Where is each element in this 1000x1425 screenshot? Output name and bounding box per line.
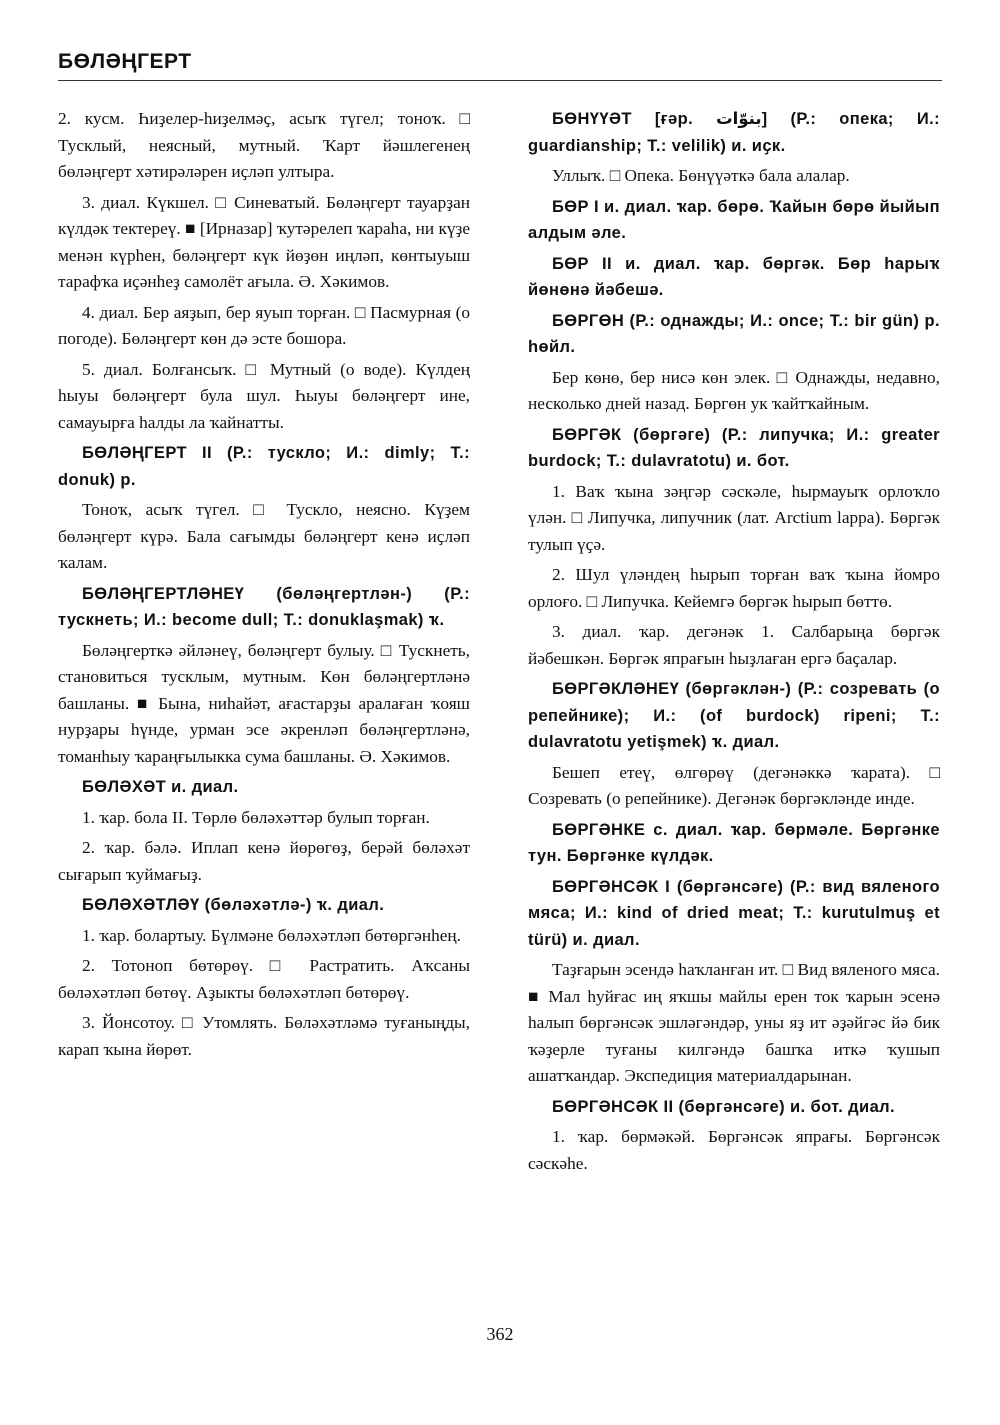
- entry-headword: БӨРГӨН (Р.: однажды; И.: once; Т.: bir gün) р. һөйл.: [528, 311, 940, 356]
- entry-headword: БӨЛӘХӘТЛӘҮ (бөләхәтлә-) ҡ. диал.: [82, 896, 385, 914]
- entry-sense: 1. ҡар. бөрмәкәй. Бөргәнсәк япрағы. Бөргәнсәк сәскәһе.: [528, 1127, 940, 1173]
- entry-sense: Бешеп етеү, өлгөрөү (дегәнәккә ҡарата). □ Созревать (о репейнике). Дегәнәк бөргәкләнде инде.: [528, 762, 940, 808]
- entry-sense: 1. Ваҡ ҡына зәңгәр сәскәле, һырмауыҡ орлоҡло үлән. □ Липучка, липучник (лат. Arctium lappa). Бөргәк тулып үҫә.: [528, 481, 940, 554]
- entry-sense: 2. Тотоноп бөтөрөү. □ Растратить. Аҡсаны бөләхәтләп бөтөү. Аҙыкты бөләхәтләп бөтөрөү.: [58, 956, 470, 1002]
- entry-headword: БӨРГӘНСӘК I (бөргәнсәге) (Р.: вид вяленого мяса; И.: kind of dried meat; Т.: kurutulmuş et türü) и. диал.: [528, 877, 940, 949]
- entry-sense: 3. диал. ҡар. дегәнәк 1. Салбарыңа бөргәк йәбешкән. Бөргәк япрағын һыҙлаған ергә баҫалар.: [528, 622, 940, 668]
- entry-headword: БӨНҮҮӘТ [ғәр. بنوّات] (Р.: опека; И.: guardianship; Т.: velilik) и. иҫк.: [528, 110, 940, 155]
- right-column: [528, 106, 940, 1181]
- entry-headword: БӨР II и. диал. ҡар. бөргәк. Бөр һарыҡ йөнөнә йәбешә.: [528, 254, 940, 299]
- entry-sense: 4. диал. Бер аяҙып, бер яуып торған. □ Пасмурная (о погоде). Бөләңгерт көн дә эсте бошора.: [58, 302, 470, 348]
- entry-sense: 3. диал. Күкшел. □ Синеватый. Бөләңгерт тауарҙан күлдәк тектереү. ■ [Ирназар] ҡутәрелеп ҡараһа, ни күҙе менән күрһен, бөләңгерт күк йөҙөн иңләп, көнтыуыш тарафҡа иҫәнһеҙ самолёт ағыла. Ә. Хәкимов.: [58, 192, 470, 291]
- running-head: БӨЛӘҢГЕРТ: [58, 50, 192, 73]
- entry-sense: 2. ҡар. бәлә. Иплап кенә йөрөгөҙ, берәй бөләхәт сығарып ҡуймағыҙ.: [58, 838, 470, 884]
- entry-headword: БӨЛӘҢГЕРТЛӘНЕҮ (бөләңгертлән-) (Р.: тускнеть; И.: become dull; Т.: donuklaşmak) ҡ.: [58, 584, 470, 629]
- entry-headword: БӨЛӘХӘТ и. диал.: [82, 778, 239, 796]
- left-column: [58, 106, 470, 1067]
- entry-sense: 3. Йонсотоу. □ Утомлять. Бөләхәтләмә туғаныңды, карап ҡына йөрөт.: [58, 1013, 470, 1059]
- entry-headword: БӨРГӘНКЕ с. диал. ҡар. бөрмәле. Бөргәнке тун. Бөргәнке күлдәк.: [528, 820, 940, 865]
- entry-sense: 5. диал. Болғансыҡ. □ Мутный (о воде). Күлдең һыуы бөләңгерт була шул. Һыуы бөләңгерт ине, самауырға һалды ла ҡайнатты.: [58, 359, 470, 432]
- entry-headword: БӨР I и. диал. ҡар. бөрө. Ҡайын бөрө йыйып алдым әле.: [528, 197, 940, 242]
- entry-headword: БӨРГӘКЛӘНЕҮ (бөргәклән-) (Р.: созревать (о репейнике); И.: (of burdock) ripeni; Т.: dulavratotu yetişmek) ҡ. диал.: [528, 680, 940, 751]
- entry-sense: Уллыҡ. □ Опека. Бөнүүәткә бала алалар.: [552, 166, 850, 185]
- entry-headword: БӨРГӘК (бөргәге) (Р.: липучка; И.: greater burdock; Т.: dulavratotu) и. бот.: [528, 425, 940, 470]
- entry-sense: 1. ҡар. бола II. Төрлө бөләхәттәр булып торған.: [82, 807, 430, 827]
- entry-sense: 1. ҡар. болартыу. Бүлмәне бөләхәтләп бөтөргәнһең.: [82, 925, 461, 945]
- header-rule: [58, 80, 942, 81]
- page-number: 362: [486, 1324, 514, 1344]
- entry-headword: БӨРГӘНСӘК II (бөргәнсәге) и. бот. диал.: [552, 1097, 896, 1116]
- entry-headword: БӨЛӘҢГЕРТ II (Р.: тускло; И.: dimly; Т.: donuk) р.: [58, 444, 470, 489]
- entry-sense: Бөләңгерткә әйләнеү, бөләңгерт булыу. □ Тускнеть, становиться тусклым, мутным. Көн бөләңгертләнә башланы. ■ Бына, ниһайәт, ағастарҙы аралаған ҡояш нурҙары һүнде, урман эсе әкренләп бөләңгертләнә, томанһыу ҡараңғылыкка сума башланы. Ә. Хәкимов.: [58, 640, 470, 766]
- entry-sense: Бер көнө, бер нисә көн элек. □ Однажды, недавно, несколько дней назад. Бөргөн ук ҡайтҡайным.: [528, 367, 940, 413]
- entry-sense: Тоноҡ, асыҡ түгел. □ Тускло, неясно. Күҙем бөләңгерт күрә. Бала сағымды бөләңгерт кенә иҫләп ҡалам.: [58, 500, 470, 572]
- entry-sense: 2. кусм. Һиҙелер-һиҙелмәҫ, асыҡ түгел; тоноҡ. □ Тусклый, неясный, мутный. Ҡарт йәшлегенең бөләңгерт хәтирәләрен иҫләп ултыра.: [58, 109, 470, 181]
- entry-sense: 2. Шул үләндең һырып торған ваҡ ҡына йомро орлоғо. □ Липучка. Кейемгә бөргәк һырып бөттө.: [528, 565, 940, 611]
- entry-sense: Таҙғарын эсендә һаҡланған ит. □ Вид вяленого мяса. ■ Мал һуйғас иң яҡшы майлы ерен ток ҡарын эсенә һалып бөргәнсәк эшләгәндәр, уны яҙ ит әҙәйгәс йә бик ҡәҙерле туғаны килгәндә башҡа иткә ҡушып ашатҡандар. Экспедиция материалдарынан.: [528, 960, 940, 1085]
